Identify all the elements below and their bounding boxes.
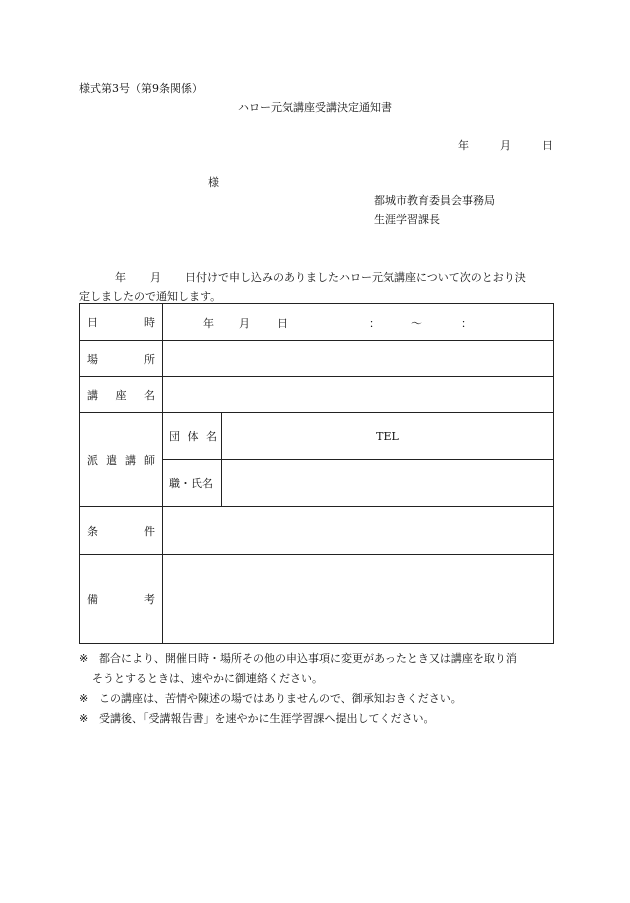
year-unit: 年 <box>458 139 469 152</box>
instructor-label-b: 遣 <box>106 453 117 467</box>
datetime-label-b: 時 <box>144 316 155 329</box>
datetime-month-unit: 月 <box>239 317 250 330</box>
place-row <box>80 341 554 377</box>
note-3 <box>79 709 559 729</box>
course-name-label <box>80 377 163 413</box>
tel-label: TEL <box>376 429 399 443</box>
place-field[interactable] <box>163 341 554 377</box>
course-label-a: 講 <box>87 388 98 402</box>
note-1 <box>79 649 559 669</box>
datetime-label <box>80 304 163 341</box>
conditions-field[interactable] <box>163 507 554 555</box>
body-line-1-rest: 日付けで申し込みのありましたハロー元気講座について次のとおり決 <box>185 271 526 284</box>
remarks-row <box>80 555 554 644</box>
note-2-text: この講座は、苦情や陳述の場ではありませんので、御承知おきください。 <box>99 692 462 705</box>
org-label-b: 体 <box>187 430 199 443</box>
datetime-row <box>80 304 554 341</box>
body-year: 年 <box>115 271 126 284</box>
month-unit: 月 <box>500 139 511 152</box>
note-1-line-1: 都合により、開催日時・場所その他の申込事項に変更があったとき又は講座を取り消 <box>99 652 517 665</box>
sender-title: 生涯学習課長 <box>374 213 440 226</box>
body-line-1 <box>79 268 554 287</box>
note-2 <box>79 689 559 709</box>
day-unit: 日 <box>542 139 553 152</box>
instructor-org-row <box>80 413 554 460</box>
remarks-label-a: 備 <box>87 593 98 606</box>
form-number: 様式第3号（第9条関係） <box>79 82 203 95</box>
conditions-label-a: 条 <box>87 524 98 538</box>
note-mark-icon: ※ <box>79 692 89 705</box>
note-1-continued: そうとするときは、速やかに御連絡ください。 <box>92 672 323 685</box>
datetime-colon-start: ： <box>369 317 380 330</box>
position-name-field[interactable] <box>222 460 554 507</box>
remarks-label-b: 考 <box>144 593 155 606</box>
course-label-c: 名 <box>144 388 155 402</box>
notes <box>79 649 559 729</box>
datetime-year-unit: 年 <box>203 317 214 330</box>
datetime-day-unit: 日 <box>277 317 288 330</box>
remarks-label <box>80 555 163 644</box>
course-label-b: 座 <box>115 388 127 402</box>
organization-name-label <box>163 413 222 460</box>
course-row <box>80 377 554 413</box>
instructor-label-d: 師 <box>144 453 155 467</box>
datetime-tilde: 〜 <box>411 317 422 330</box>
addressee-honorific: 様 <box>208 176 219 189</box>
conditions-label-b: 件 <box>144 524 155 538</box>
instructor-label-c: 講 <box>125 453 136 467</box>
course-name-field[interactable] <box>163 377 554 413</box>
place-label <box>80 341 163 377</box>
datetime-field[interactable] <box>163 304 554 341</box>
org-label-c: 名 <box>206 430 217 443</box>
course-info-table <box>79 303 554 644</box>
body-line-2: 定しましたので通知します。 <box>79 290 222 303</box>
datetime-label-a: 日 <box>87 316 98 329</box>
position-name-label: 職・氏名 <box>163 460 222 507</box>
sender-organization: 都城市教育委員会事務局 <box>374 194 495 207</box>
conditions-label <box>80 507 163 555</box>
place-label-a: 場 <box>87 352 98 366</box>
org-label-a: 団 <box>169 430 180 443</box>
note-3-text: 受講後、「受講報告書」を速やかに生涯学習課へ提出してください。 <box>99 712 435 725</box>
note-mark-icon: ※ <box>79 652 89 665</box>
instructor-label-a: 派 <box>87 453 98 467</box>
place-label-b: 所 <box>144 352 155 366</box>
note-mark-icon: ※ <box>79 712 89 725</box>
organization-tel-field[interactable] <box>222 413 554 460</box>
body-month: 月 <box>150 271 161 284</box>
body-text <box>79 268 554 306</box>
remarks-field[interactable] <box>163 555 554 644</box>
issue-date <box>458 137 553 153</box>
datetime-colon-end: ： <box>461 317 472 330</box>
conditions-row <box>80 507 554 555</box>
document-title: ハロー元気講座受講決定通知書 <box>238 101 392 114</box>
instructor-label <box>80 413 163 507</box>
